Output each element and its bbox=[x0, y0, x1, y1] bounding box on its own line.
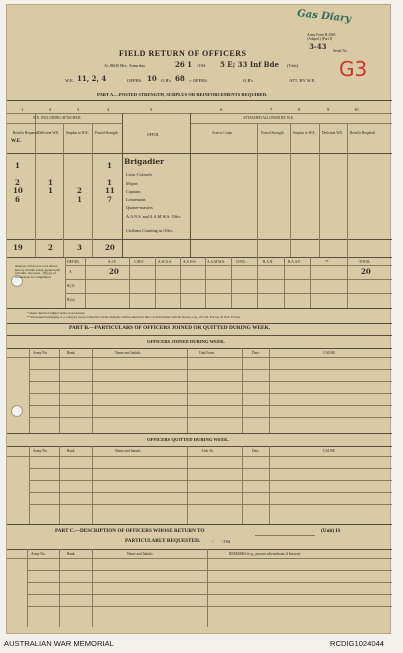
col-number: 8 bbox=[298, 107, 301, 112]
hw-we: 2 bbox=[15, 178, 20, 187]
c-col-rank: Rank. bbox=[67, 552, 76, 556]
total-surplus: 3 bbox=[77, 243, 82, 252]
col-header-reinf: Reinf'ts Required bbox=[13, 131, 39, 135]
col-number: 1 bbox=[21, 107, 24, 112]
col-header-surplus-att: Surplus to W.E. bbox=[293, 131, 316, 135]
col-header-reinf-att: Reinf'ts Required bbox=[350, 131, 376, 135]
we-value: 11, 2, 4 bbox=[77, 74, 107, 83]
part-c-unit: (Unit) IS bbox=[321, 528, 341, 534]
col-header-deficient-att: Deficient W.E. bbox=[322, 131, 344, 135]
red-mark: G3 bbox=[339, 57, 368, 81]
analysis-col: CIVIL. bbox=[236, 260, 247, 264]
col-number: 9 bbox=[327, 107, 330, 112]
q-col-army-no: Army No. bbox=[33, 449, 48, 453]
c-col-name: Name and Initials. bbox=[127, 552, 154, 556]
offrs-label: OFFRS. bbox=[127, 78, 143, 83]
quitted-title: OFFICERS QUITTED DURING WEEK. bbox=[147, 437, 229, 442]
analysis-col: C.M.F. bbox=[134, 260, 144, 264]
footnote: * Insert detail of higher ranks as necessary. bbox=[27, 311, 86, 315]
b-col-unit: Unit From. bbox=[199, 351, 215, 355]
part-c-title: PART C.—DESCRIPTION OF OFFICERS WHOSE RETURN TO bbox=[55, 528, 205, 534]
analysis-col: A.W.A.S. bbox=[158, 260, 172, 264]
col-number: 7 bbox=[270, 107, 273, 112]
form-subtitle: (Adaptd.) (Part I) bbox=[307, 37, 333, 41]
offrs-value: 10 bbox=[147, 74, 157, 83]
c-col-remarks: REMARKS (e.g., present whereabouts if known). bbox=[229, 552, 301, 556]
part-c-year: /194 bbox=[222, 539, 231, 544]
form-serial-value: 3-43 bbox=[309, 42, 327, 51]
col-number: 6 bbox=[220, 107, 223, 112]
analysis-col: R.A.A.F. bbox=[288, 260, 301, 264]
hw-deficient: 1 bbox=[48, 178, 53, 187]
unit-label: (Unit) bbox=[287, 63, 299, 68]
col-header-arm: Arm or Corps bbox=[212, 131, 232, 135]
hw-surplus: 1 bbox=[77, 195, 82, 204]
att-label: ATT. BY W.E. bbox=[289, 78, 316, 83]
detail-label: DETAIL bbox=[67, 260, 80, 264]
joined-title: OFFICERS JOINED DURING WEEK. bbox=[147, 339, 226, 344]
ors2-label: O.R's bbox=[243, 78, 254, 83]
analysis-note: Analysis of Part A is to be shown here by all units being applied with sub units. See notes... (B)-(c) of instructions for compilation. bbox=[15, 264, 60, 279]
hw-posted: 1 bbox=[107, 161, 112, 170]
page-title: FIELD RETURN OF OFFICERS bbox=[119, 49, 247, 58]
q-col-rank: Rank. bbox=[67, 449, 76, 453]
col-number: 4 bbox=[107, 107, 110, 112]
rank-label: Lieutenants bbox=[126, 197, 146, 202]
we-label: W.E. bbox=[65, 78, 75, 83]
col-header-deficient: Deficient W.E. bbox=[38, 131, 60, 135]
analysis-total-value: 20 bbox=[361, 267, 371, 276]
rank-label: Lieut.-Colonels bbox=[126, 172, 153, 177]
col-header-posted: Posted Strength bbox=[95, 131, 118, 135]
report-date: 26 1 bbox=[175, 60, 193, 69]
report-year: /194 bbox=[197, 63, 206, 68]
b-col-name: Name and Initials. bbox=[115, 351, 142, 355]
report-unit: 5 E; 33 Inf Bde bbox=[220, 60, 279, 69]
report-time: At 0600 Hrs. Saturday bbox=[104, 63, 146, 68]
q-col-cause: CAUSE. bbox=[323, 449, 336, 453]
punch-hole bbox=[11, 405, 23, 417]
ors-value: 68 bbox=[175, 74, 185, 83]
col-header-surplus: Surplus to W.E. bbox=[66, 131, 89, 135]
part-a-title: PART A.—POSTED STRENGTH, SURPLUS OR REINFORCEMENTS REQUIRED. bbox=[97, 92, 268, 97]
rank-label: Majors bbox=[126, 181, 138, 186]
b-col-date: Date. bbox=[252, 351, 260, 355]
form-serial-label: Serial No. bbox=[333, 49, 348, 53]
analysis-row-b1: B.(1) bbox=[67, 284, 75, 288]
document-sheet bbox=[6, 4, 391, 634]
col-header-posted-att: Posted Strength bbox=[261, 131, 284, 135]
footer-institution: AUSTRALIAN WAR MEMORIAL bbox=[4, 639, 114, 648]
we-group-header: W.E. INCLUDING ATTACHED. bbox=[33, 116, 82, 120]
col-number: 10 bbox=[354, 107, 359, 112]
footnote: ** Personnel belonging to a category not provided for in the analysis will be shown in this col. Particulars will be shown, e.g., 2i U.K. Forces, 2i N.Z. Forces bbox=[27, 315, 241, 319]
analysis-col: R.A.N. bbox=[263, 260, 274, 264]
part-b-title: PART B.—PARTICULARS OF OFFICERS JOINED OR QUITTED DURING WEEK. bbox=[69, 325, 271, 331]
total-deficient: 2 bbox=[48, 243, 53, 252]
rank-label: A.A.N.S. and A.A.M.W.S. Offrs. bbox=[126, 214, 182, 219]
total-we: 19 bbox=[13, 243, 23, 252]
b-col-cause: CAUSE. bbox=[323, 351, 336, 355]
hw-we: 1 bbox=[15, 161, 20, 170]
col-number: 5 bbox=[150, 107, 153, 112]
hw-deficient: 1 bbox=[48, 186, 53, 195]
form-number: Army Form B.2065 bbox=[307, 33, 336, 37]
b-col-army-no: Army No. bbox=[33, 351, 48, 355]
att-group-header: ATTACHED ALLOWED BY W.E. bbox=[243, 116, 294, 120]
plus-offrs-label: + OFFRS. bbox=[189, 78, 208, 83]
b-col-rank: Rank. bbox=[67, 351, 76, 355]
col-number: 3 bbox=[77, 107, 80, 112]
hw-we: 10 bbox=[13, 186, 23, 195]
hw-posted: 11 bbox=[105, 186, 115, 195]
rank-label: Quarter-masters bbox=[126, 205, 153, 210]
rank-label: Captains bbox=[126, 189, 141, 194]
q-col-date: Date. bbox=[252, 449, 260, 453]
analysis-col: A.A.M.W.S. bbox=[207, 260, 225, 264]
part-c-requested: PARTICULARLY REQUESTED. bbox=[125, 538, 201, 544]
ors-label: O.R's bbox=[161, 78, 172, 83]
col-header-we: W.E. bbox=[11, 139, 22, 144]
analysis-aif-value: 20 bbox=[109, 267, 119, 276]
offcr-header: OFFCR. bbox=[147, 133, 160, 137]
rank-label: Civilians Counting as Offrs. bbox=[126, 228, 174, 233]
total-posted: 20 bbox=[105, 243, 115, 252]
rank-brigadier: Brigadier bbox=[124, 157, 165, 166]
stamp-text: Gas Diary bbox=[296, 8, 352, 25]
part-c-date: / bbox=[212, 539, 214, 544]
hw-posted: 7 bbox=[107, 195, 112, 204]
analysis-col: A.A.N.S. bbox=[183, 260, 197, 264]
analysis-col: A.I.F. bbox=[108, 260, 117, 264]
hw-posted: 1 bbox=[107, 178, 112, 187]
analysis-col: TOTAL bbox=[359, 260, 371, 264]
col-number: 2 bbox=[49, 107, 52, 112]
analysis-row-b2: B.(ii) bbox=[67, 298, 75, 302]
hw-surplus: 2 bbox=[77, 186, 82, 195]
footer-record-id: RCDIG1024044 bbox=[330, 639, 385, 648]
q-col-name: Name and Initials. bbox=[115, 449, 142, 453]
analysis-col: ** bbox=[325, 260, 329, 264]
c-col-army-no: Army No. bbox=[31, 552, 46, 556]
hw-we: 6 bbox=[15, 195, 20, 204]
q-col-unit: Unit To. bbox=[202, 449, 214, 453]
analysis-row-a: A bbox=[69, 270, 72, 274]
archive-footer bbox=[0, 634, 403, 653]
